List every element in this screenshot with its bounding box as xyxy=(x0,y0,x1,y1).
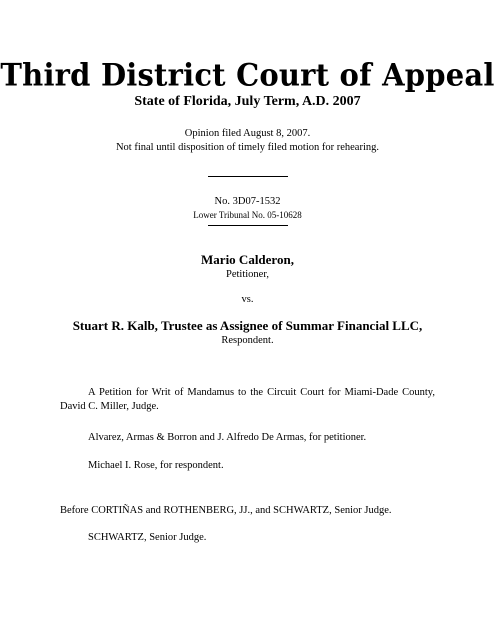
petitioner-role: Petitioner, xyxy=(225,269,270,280)
rehearing-notice: Not final until disposition of timely filed motion for rehearing. xyxy=(115,142,380,153)
case-number: No. 3D07-1532 xyxy=(214,196,281,207)
panel-judges: Before CORTIÑAS and ROTHENBERG, JJ., and SCHWARTZ, Senior Judge. xyxy=(60,505,392,516)
petitioner-block xyxy=(0,252,495,282)
divider-bottom xyxy=(208,225,288,226)
opinion-filed-date: Opinion filed August 8, 2007. xyxy=(184,128,311,139)
court-name-heading: Third District Court of Appeal xyxy=(0,57,495,93)
divider-top xyxy=(208,176,288,177)
respondent-role: Respondent. xyxy=(221,335,274,346)
lower-tribunal-number: Lower Tribunal No. 05-10628 xyxy=(193,210,302,220)
respondent-block xyxy=(0,318,495,348)
petition-description: A Petition for Writ of Mandamus to the Circuit Court for Miami-Dade County, David C. Miller, Judge. xyxy=(60,387,435,412)
versus-label: vs. xyxy=(241,294,254,305)
petitioner-name: Mario Calderon, xyxy=(201,252,294,267)
counsel-for-petitioner: Alvarez, Armas & Borron and J. Alfredo De Armas, for petitioner. xyxy=(88,432,367,443)
opinion-author: SCHWARTZ, Senior Judge. xyxy=(88,532,207,543)
counsel-for-respondent: Michael I. Rose, for respondent. xyxy=(88,460,224,471)
opinion-filing-info xyxy=(0,127,495,155)
court-term: State of Florida, July Term, A.D. 2007 xyxy=(134,94,361,109)
respondent-name: Stuart R. Kalb, Trustee as Assignee of Summar Financial LLC, xyxy=(72,318,423,333)
